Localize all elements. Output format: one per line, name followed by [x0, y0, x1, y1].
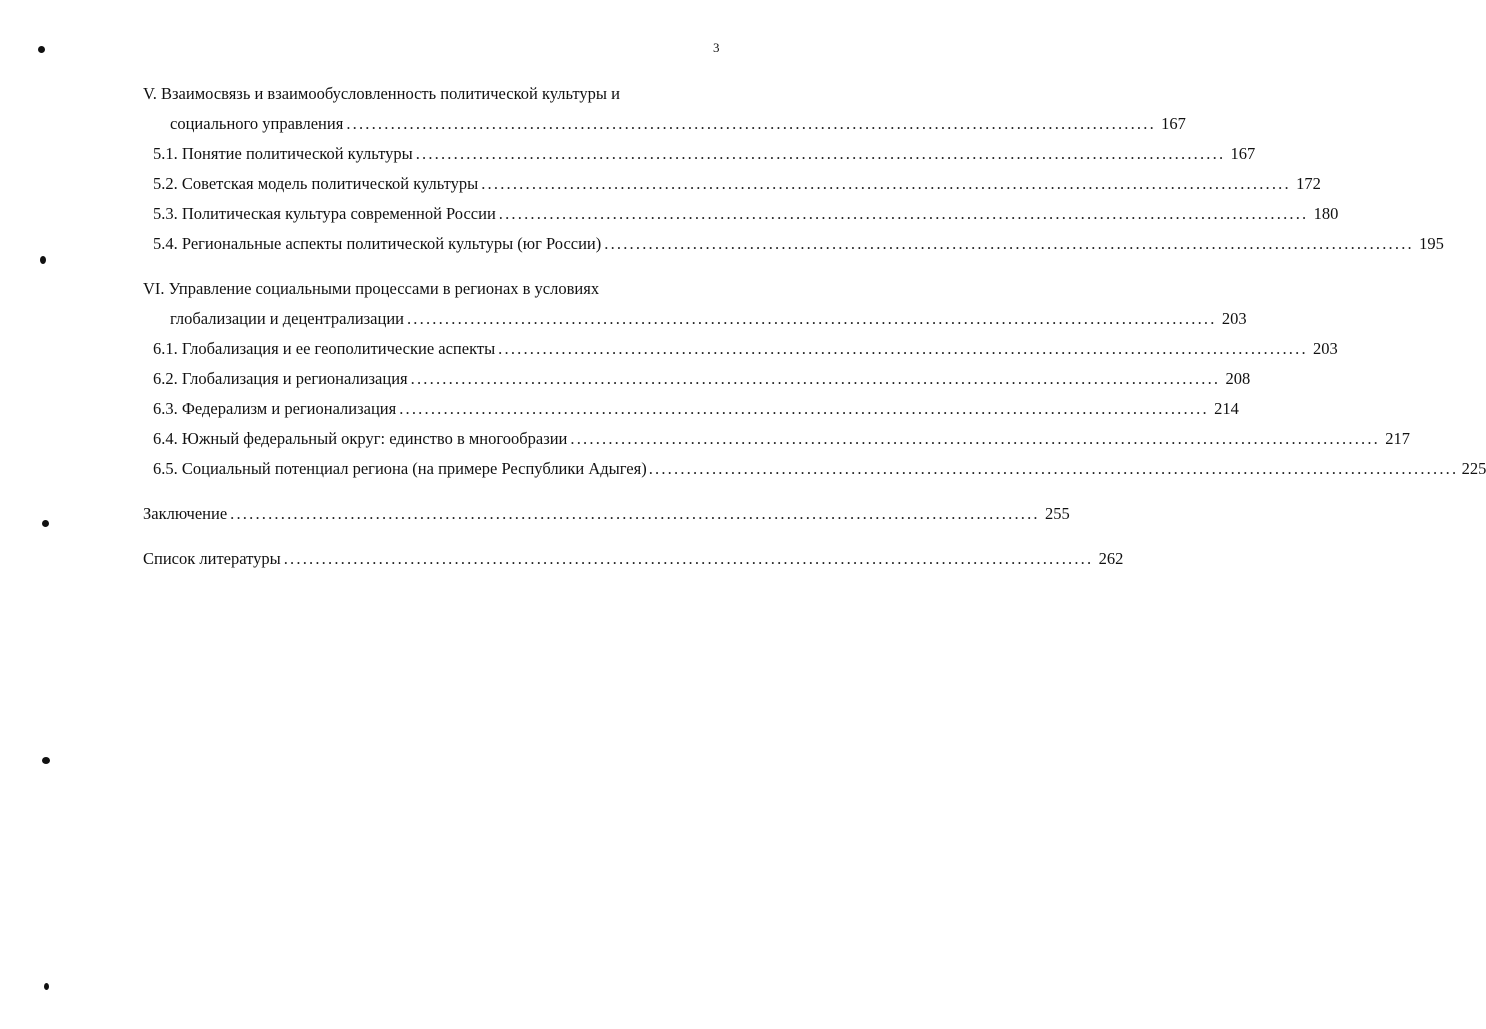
- dot-leader: ................................................................................................................................: [481, 174, 1291, 193]
- section-entry[interactable]: [153, 234, 1444, 254]
- scan-hole-mark: [38, 46, 45, 53]
- page-ref: 180: [1313, 204, 1339, 223]
- section-entry[interactable]: [153, 204, 1339, 224]
- chapter-title-continuation: социального управления: [170, 114, 344, 133]
- section-entry[interactable]: [153, 459, 1486, 479]
- page-ref: 167: [1161, 114, 1186, 133]
- section-label: 6.5. Социальный потенциал региона (на примере Республики Адыгея): [153, 459, 647, 478]
- conclusion-entry[interactable]: [143, 504, 1070, 524]
- section-label: 5.4. Региональные аспекты политической культуры (юг России): [153, 234, 602, 253]
- scan-hole-mark: [42, 520, 49, 527]
- page-ref: 214: [1214, 399, 1239, 418]
- dot-leader: ................................................................................................................................: [498, 204, 1309, 223]
- scan-hole-mark: [44, 983, 49, 990]
- section-entry[interactable]: [153, 174, 1321, 194]
- dot-leader: ................................................................................................................................: [415, 144, 1226, 163]
- chapter-entry[interactable]: [170, 114, 1186, 134]
- chapter-title-continuation: глобализации и децентрализации: [170, 309, 404, 328]
- dot-leader: ................................................................................................................................: [230, 504, 1040, 523]
- page-ref: 217: [1385, 429, 1410, 448]
- page-ref: 203: [1221, 309, 1247, 328]
- page-ref: 255: [1045, 504, 1070, 523]
- section-label: 5.2. Советская модель политической культуры: [153, 174, 479, 193]
- page-ref: 203: [1313, 339, 1338, 358]
- dot-leader: ................................................................................................................................: [283, 549, 1094, 568]
- dot-leader: ................................................................................................................................: [410, 369, 1221, 388]
- dot-leader: ................................................................................................................................: [498, 339, 1308, 358]
- chapter-title: V. Взаимосвязь и взаимообусловленность политической культуры и: [143, 84, 620, 103]
- section-label: 6.4. Южный федеральный округ: единство в многообразии: [153, 429, 568, 448]
- dot-leader: ................................................................................................................................: [648, 459, 1459, 478]
- dot-leader: ................................................................................................................................: [406, 309, 1217, 328]
- section-entry[interactable]: [153, 369, 1251, 389]
- page-ref: 262: [1098, 549, 1124, 568]
- scan-hole-mark: [42, 757, 50, 764]
- section-entry[interactable]: [153, 399, 1239, 419]
- bibliography-entry[interactable]: [143, 549, 1124, 569]
- chapter-entry[interactable]: [170, 309, 1247, 329]
- dot-leader: ................................................................................................................................: [399, 399, 1209, 418]
- dot-leader: ................................................................................................................................: [570, 429, 1380, 448]
- section-entry[interactable]: [153, 144, 1256, 164]
- section-label: 6.1. Глобализация и ее геополитические аспекты: [153, 339, 496, 358]
- page-ref: 172: [1296, 174, 1321, 193]
- entry-label: Список литературы: [143, 549, 281, 568]
- entry-label: Заключение: [143, 504, 228, 523]
- dot-leader: ................................................................................................................................: [604, 234, 1414, 253]
- page-ref: 225: [1461, 459, 1486, 478]
- chapter-title: VI. Управление социальными процессами в регионах в условиях: [143, 279, 600, 298]
- section-label: 6.2. Глобализация и регионализация: [153, 369, 408, 388]
- section-label: 5.1. Понятие политической культуры: [153, 144, 413, 163]
- section-label: 5.3. Политическая культура современной России: [153, 204, 496, 223]
- page-number: 3: [713, 40, 720, 55]
- dot-leader: ................................................................................................................................: [346, 114, 1156, 133]
- page-ref: 195: [1419, 234, 1444, 253]
- section-label: 6.3. Федерализм и регионализация: [153, 399, 397, 418]
- section-entry[interactable]: [153, 429, 1410, 449]
- scan-hole-mark: [40, 256, 46, 264]
- page-ref: 167: [1230, 144, 1256, 163]
- page-ref: 208: [1225, 369, 1251, 388]
- section-entry[interactable]: [153, 339, 1338, 359]
